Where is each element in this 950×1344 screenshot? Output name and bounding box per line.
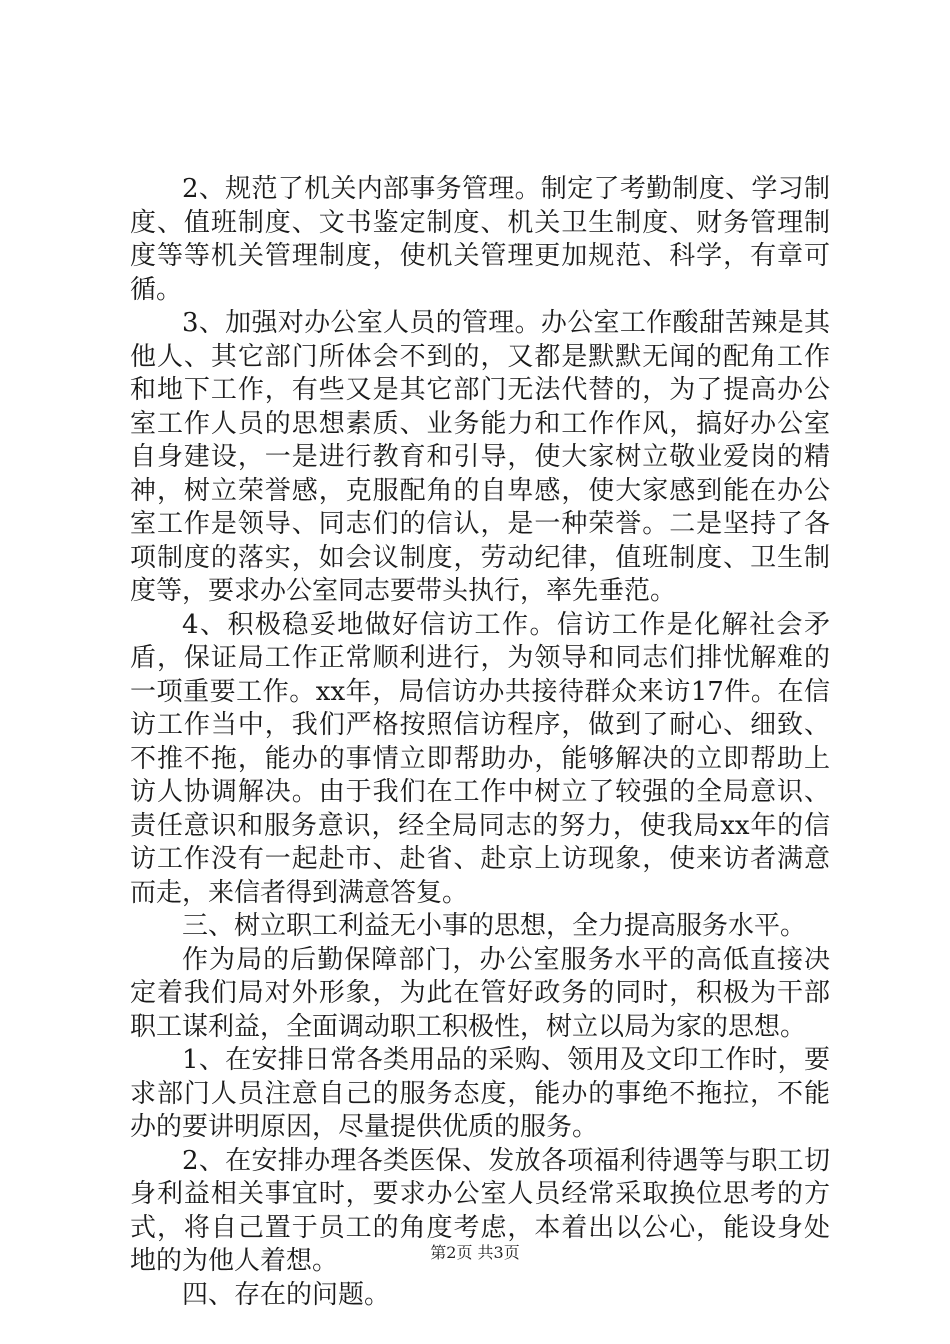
paragraph-office-staff-management: 3、加强对办公室人员的管理。办公室工作酸甜苦辣是其他人、其它部门所体会不到的，又都是默默无闻的配角工作和地下工作，有些又是其它部门无法代替的，为了提高办公室工作人员的思想素质、业务能力和工作作风，搞好办公室自身建设，一是进行教育和引导，使大家树立敬业爱岗的精神，树立荣誉感，克服配角的自卑感，使大家感到能在办公室工作是领导、同志们的信认，是一种荣誉。二是坚持了各项制度的落实，如会议制度，劳动纪律，值班制度、卫生制度等，要求办公室同志要带头执行，率先垂范。 [130, 308, 830, 606]
paragraph-welfare-affairs: 2、在安排办理各类医保、发放各项福利待遇等与职工切身利益相关事宜时，要求办公室人员经常采取换位思考的方式，将自己置于员工的角度考虑，本着出以公心，能设身处地的为他人着想。 [130, 1145, 830, 1276]
page-footer [0, 1243, 950, 1263]
document-body [130, 173, 830, 1312]
section-heading-service-level: 三、树立职工利益无小事的思想，全力提高服务水平。 [182, 911, 807, 941]
paragraph-office-affairs-management: 2、规范了机关内部事务管理。制定了考勤制度、学习制度、值班制度、文书鉴定制度、机关卫生制度、财务管理制度等等机关管理制度，使机关管理更加规范、科学，有章可循。 [130, 174, 830, 305]
paragraph-logistics-support: 作为局的后勤保障部门，办公室服务水平的高低直接决定着我们局对外形象，为此在管好政务的同时，积极为干部职工谋利益，全面调动职工积极性，树立以局为家的思想。 [130, 944, 830, 1042]
paragraph-petition-work: 4、积极稳妥地做好信访工作。信访工作是化解社会矛盾，保证局工作正常顺利进行，为领导和同志们排忧解难的一项重要工作。xx年，局信访办共接待群众来访17件。在信访工作当中，我们严格按照信访程序，做到了耐心、细致、不推不拖，能办的事情立即帮助办，能够解决的立即帮助上访人协调解决。由于我们在工作中树立了较强的全局意识、责任意识和服务意识，经全局同志的努力，使我局xx年的信访工作没有一起赴市、赴省、赴京上访现象，使来访者满意而走，来信者得到满意答复。 [130, 609, 830, 908]
page-number: 第2页 共3页 [430, 1243, 520, 1262]
paragraph-daily-supplies: 1、在安排日常各类用品的采购、领用及文印工作时，要求部门人员注意自己的服务态度，能办的事绝不拖拉，不能办的要讲明原因，尽量提供优质的服务。 [130, 1045, 830, 1142]
section-heading-existing-problems: 四、存在的问题。 [182, 1279, 391, 1310]
